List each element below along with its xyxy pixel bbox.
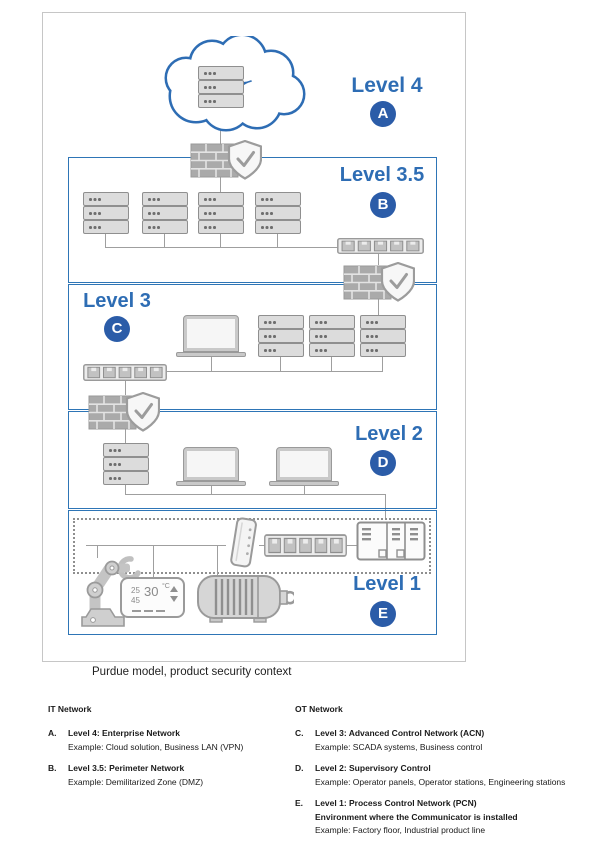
- legend-item-c: [295, 727, 603, 754]
- server-icon: [360, 315, 406, 329]
- level-1-label: Level 1: [353, 573, 421, 595]
- server-icon: [258, 329, 304, 343]
- item-letter: A.: [48, 728, 57, 738]
- up-arrow-icon: [170, 586, 178, 592]
- server-icon: [309, 343, 355, 357]
- level-4-label: Level 4: [351, 74, 423, 97]
- level-1-badge: E: [370, 601, 396, 627]
- server-icon: [255, 192, 301, 206]
- down-arrow-icon: [170, 596, 178, 602]
- item-example: Example: SCADA systems, Business control: [315, 741, 483, 752]
- controller-unit: °C: [162, 583, 170, 590]
- item-example: Example: Factory floor, Industrial product line: [315, 825, 486, 835]
- temperature-controller-icon: [120, 577, 185, 618]
- server-icon: [83, 206, 129, 220]
- item-example: Example: Operator panels, Operator stations, Engineering stations: [315, 776, 566, 787]
- connector: [153, 545, 154, 578]
- level-3-5-badge: B: [370, 192, 396, 218]
- legend-item-a: [48, 727, 286, 754]
- level-3-label: Level 3: [83, 290, 151, 312]
- item-example: Example: Demilitarized Zone (DMZ): [68, 776, 204, 787]
- item-title: Level 1: Process Control Network (PCN): [315, 798, 477, 808]
- laptop-icon: [269, 447, 339, 486]
- server-icon: [198, 220, 244, 234]
- server-icon: [258, 315, 304, 329]
- controller-upper-value: 25: [131, 586, 140, 595]
- server-icon: [103, 443, 149, 457]
- level-2-label: Level 2: [355, 423, 423, 445]
- level-2-badge: D: [370, 450, 396, 476]
- firewall-shield-icon: [190, 140, 262, 180]
- item-subtitle: Environment where the Communicator is installed: [315, 811, 518, 822]
- legend-item-b: [48, 762, 286, 789]
- network-switch-icon: [337, 238, 424, 254]
- laptop-icon: [176, 315, 246, 357]
- legend-it-column: [48, 703, 286, 797]
- legend-item-d: [295, 762, 603, 789]
- item-letter: B.: [48, 763, 57, 773]
- legend-it-header: IT Network: [48, 704, 92, 714]
- item-letter: D.: [295, 763, 304, 773]
- item-example: Example: Cloud solution, Business LAN (VPN): [68, 741, 244, 752]
- level-3-badge: C: [104, 316, 130, 342]
- network-switch-icon: [83, 364, 167, 381]
- network-switch-icon: [264, 534, 347, 557]
- controller-main-value: 30: [144, 584, 159, 599]
- server-icon: [255, 220, 301, 234]
- server-icon: [198, 192, 244, 206]
- bus-l1: [86, 545, 226, 546]
- plc-controller-icon: [356, 521, 426, 561]
- controller-lower-value: 45: [131, 596, 140, 605]
- firewall-shield-icon: [343, 262, 415, 302]
- server-icon: [142, 220, 188, 234]
- firewall-shield-icon: [88, 392, 160, 432]
- laptop-icon: [176, 447, 246, 486]
- level-4-badge: A: [370, 101, 396, 127]
- connector: [217, 545, 218, 576]
- server-icon: [198, 206, 244, 220]
- cloud-server-icon: [198, 80, 244, 94]
- server-icon: [255, 206, 301, 220]
- server-icon: [103, 457, 149, 471]
- level-3-5-label: Level 3.5: [339, 164, 425, 186]
- server-icon: [360, 343, 406, 357]
- item-letter: C.: [295, 728, 304, 738]
- cloud-server-icon: [198, 94, 244, 108]
- legend-item-e: [295, 797, 603, 838]
- controller-dashes: [132, 610, 141, 613]
- item-title: Level 3.5: Perimeter Network: [68, 763, 185, 773]
- legend-ot-column: [295, 703, 603, 846]
- legend-ot-header: OT Network: [295, 704, 343, 714]
- server-icon: [360, 329, 406, 343]
- cloud-server-icon: [198, 66, 244, 80]
- server-icon: [103, 471, 149, 485]
- server-icon: [258, 343, 304, 357]
- item-letter: E.: [295, 798, 304, 808]
- server-icon: [309, 329, 355, 343]
- diagram-caption: Purdue model, product security context: [92, 666, 292, 678]
- server-icon: [309, 315, 355, 329]
- communicator-gateway-icon: [224, 515, 264, 571]
- server-icon: [83, 192, 129, 206]
- server-icon: [83, 220, 129, 234]
- item-title: Level 2: Supervisory Control: [315, 763, 431, 773]
- item-title: Level 3: Advanced Control Network (ACN): [315, 728, 485, 738]
- motor-icon: [194, 574, 294, 624]
- item-title: Level 4: Enterprise Network: [68, 728, 180, 738]
- server-icon: [142, 206, 188, 220]
- server-icon: [142, 192, 188, 206]
